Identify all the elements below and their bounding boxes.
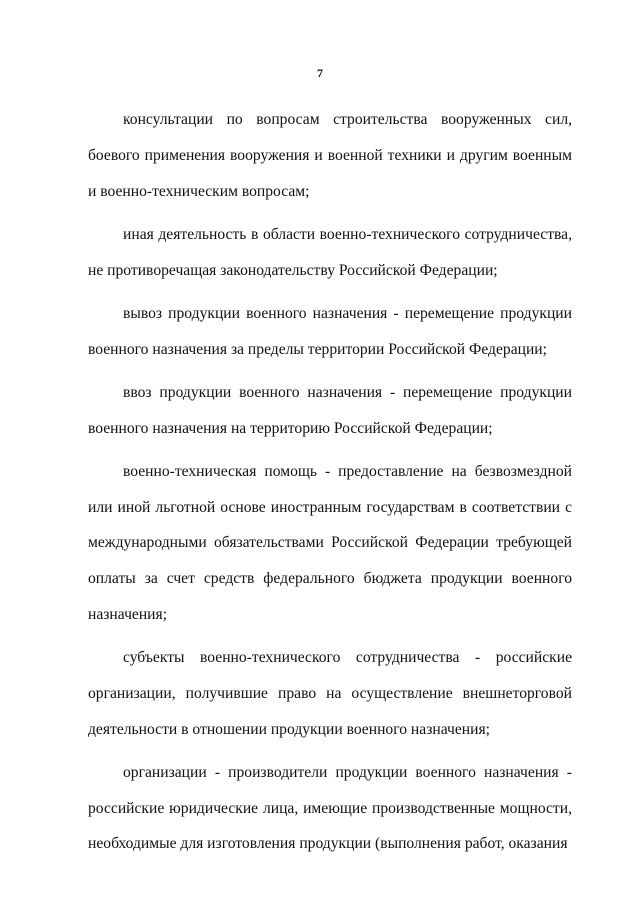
paragraph: вывоз продукции военного назначения - перемещение продукции военного назначения за пределы территории Российской Федерации;	[88, 304, 572, 358]
page-number: 7	[317, 66, 323, 80]
paragraph: военно-техническая помощь - предоставление на безвозмездной или иной льготной основе иностранным государствам в соответствии с международными обязательствами Российской Федерации требующей оплаты за счет средств федерального бюджета продукции военного назначения;	[88, 462, 572, 623]
paragraph: ввоз продукции военного назначения - перемещение продукции военного назначения на территорию Российской Федерации;	[88, 383, 572, 437]
paragraph: субъекты военно-технического сотрудничества - российские организации, получившие право на осуществление внешнеторговой деятельности в отношении продукции военного назначения;	[88, 649, 572, 738]
paragraph: консультации по вопросам строительства вооруженных сил, боевого применения вооружения и военной техники и другим военным и военно-техническим вопросам;	[88, 111, 572, 200]
document-body	[88, 102, 572, 870]
paragraph: иная деятельность в области военно-технического сотрудничества, не противоречащая законодательству Российской Федерации;	[88, 225, 572, 279]
paragraph: организации - производители продукции военного назначения - российские юридические лица, имеющие производственные мощности, необходимые для изготовления продукции (выполнения работ, оказания	[88, 763, 572, 853]
